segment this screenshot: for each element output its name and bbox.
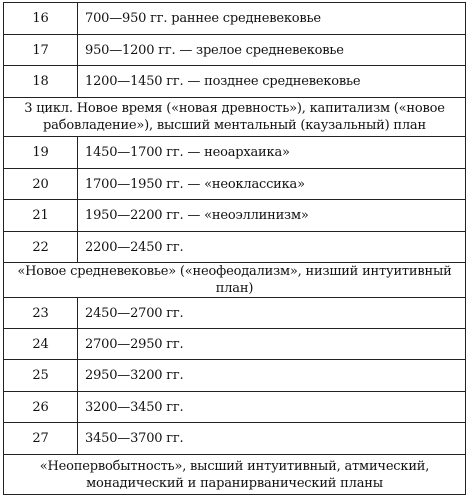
row-period: 700—950 гг. раннее средневековье	[78, 3, 466, 35]
table-row	[4, 169, 466, 200]
row-number: 24	[4, 329, 78, 360]
row-number: 19	[4, 137, 78, 169]
row-number: 21	[4, 200, 78, 232]
section-heading: 3 цикл. Новое время («новая древность»), капитализм («новое рабовладение»), высший ментальный (каузальный) план	[4, 98, 466, 137]
section-row	[4, 455, 466, 495]
row-number: 22	[4, 232, 78, 263]
table-row	[4, 66, 466, 98]
table-row	[4, 35, 466, 66]
row-number: 17	[4, 35, 78, 66]
row-period: 2700—2950 гг.	[78, 329, 466, 360]
table-row	[4, 360, 466, 392]
row-period: 1450—1700 гг. — неоархаика»	[78, 137, 466, 169]
row-period: 950—1200 гг. — зрелое средневековье	[78, 35, 466, 66]
table-row	[4, 298, 466, 329]
row-number: 26	[4, 392, 78, 423]
section-row	[4, 263, 466, 298]
row-number: 18	[4, 66, 78, 98]
row-number: 25	[4, 360, 78, 392]
section-row	[4, 98, 466, 137]
row-period: 2450—2700 гг.	[78, 298, 466, 329]
row-number: 27	[4, 423, 78, 455]
table-row	[4, 232, 466, 263]
table-row	[4, 392, 466, 423]
row-number: 23	[4, 298, 78, 329]
section-heading: «Неопервобытность», высший интуитивный, атмический, монадический и паранирванический планы	[4, 455, 466, 495]
row-period: 1700—1950 гг. — «неоклассика»	[78, 169, 466, 200]
table-row	[4, 200, 466, 232]
table-row	[4, 137, 466, 169]
row-period: 2950—3200 гг.	[78, 360, 466, 392]
periodization-table	[3, 2, 466, 495]
row-period: 1200—1450 гг. — позднее средневековье	[78, 66, 466, 98]
section-heading: «Новое средневековье» («неофеодализм», низший интуитивный план)	[4, 263, 466, 298]
row-number: 20	[4, 169, 78, 200]
row-period: 3450—3700 гг.	[78, 423, 466, 455]
row-number: 16	[4, 3, 78, 35]
table-row	[4, 329, 466, 360]
row-period: 3200—3450 гг.	[78, 392, 466, 423]
row-period: 2200—2450 гг.	[78, 232, 466, 263]
table-row	[4, 423, 466, 455]
row-period: 1950—2200 гг. — «неоэллинизм»	[78, 200, 466, 232]
table-row	[4, 3, 466, 35]
